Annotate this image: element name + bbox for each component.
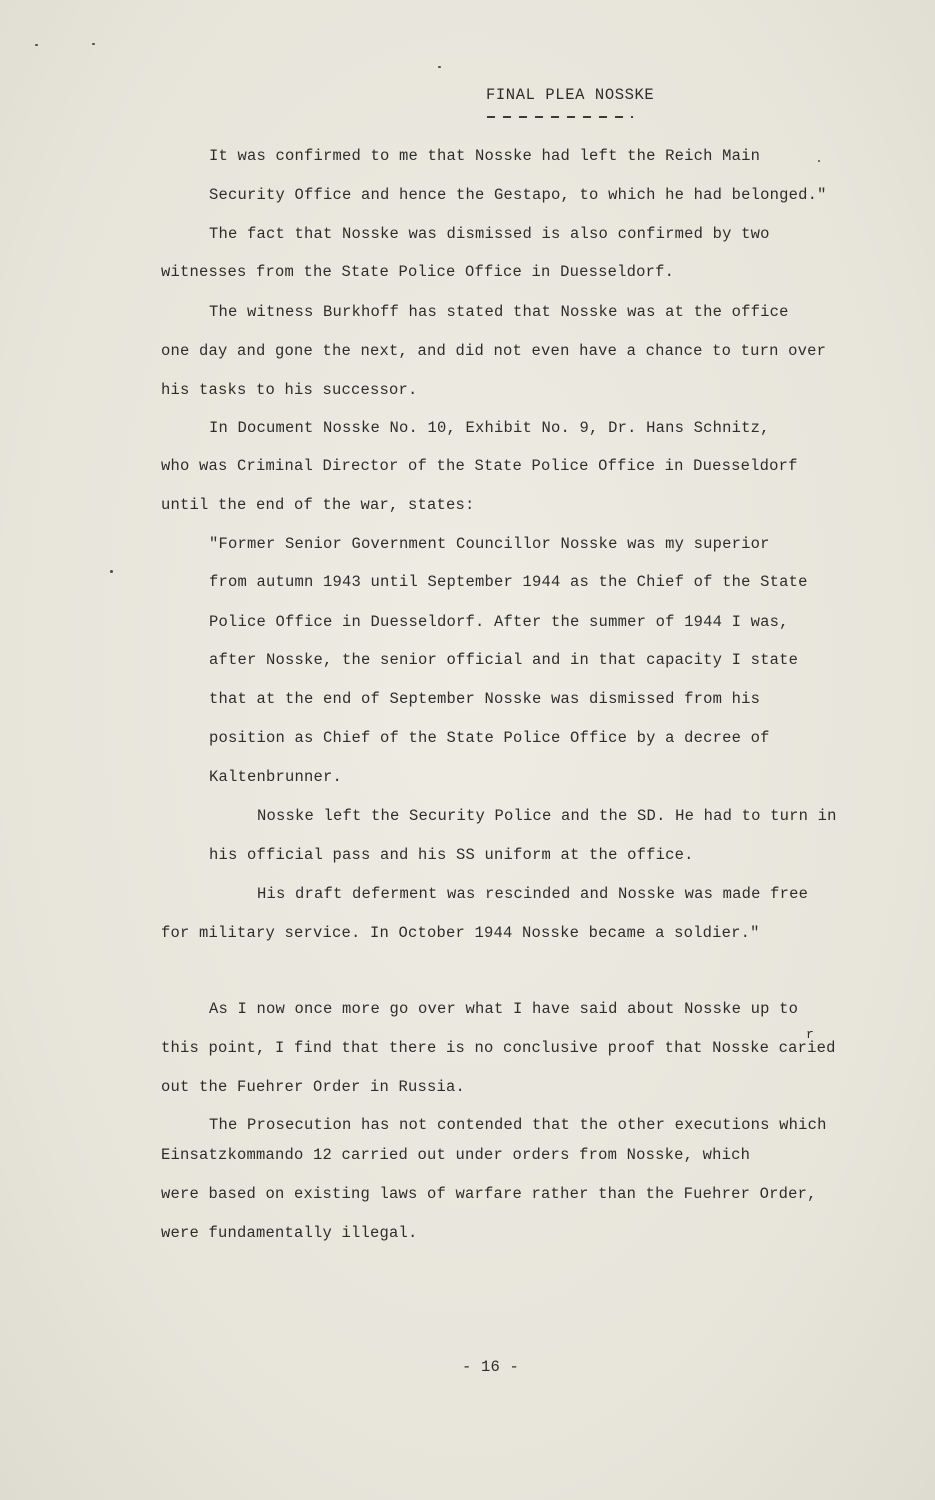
scan-speck: [35, 44, 38, 46]
paragraph-line: As I now once more go over what I have said about Nosske up to: [209, 1000, 799, 1018]
scan-speck: [110, 570, 113, 573]
quote-line: after Nosske, the senior official and in that capacity I state: [209, 651, 799, 669]
quote-line: His draft deferment was rescinded and Nosske was made free: [257, 885, 809, 903]
quote-line: Kaltenbrunner.: [209, 768, 343, 786]
scan-speck: [438, 66, 441, 68]
quote-line: position as Chief of the State Police Office by a decree of: [209, 729, 770, 747]
paragraph-line: were based on existing laws of warfare rather than the Fuehrer Order,: [161, 1185, 817, 1203]
scan-speck: [818, 160, 820, 162]
paragraph-line: Einsatzkommando 12 carried out under orders from Nosske, which: [161, 1146, 751, 1164]
paragraph-line: were fundamentally illegal.: [161, 1224, 418, 1242]
quote-line: Nosske left the Security Police and the SD. He had to turn in: [257, 807, 837, 825]
quote-line: from autumn 1943 until September 1944 as the Chief of the State: [209, 573, 808, 591]
paragraph-line: In Document Nosske No. 10, Exhibit No. 9, Dr. Hans Schnitz,: [209, 419, 770, 437]
quote-line: for military service. In October 1944 Nosske became a soldier.": [161, 924, 760, 942]
page-number: - 16 -: [462, 1358, 520, 1376]
paragraph-line: one day and gone the next, and did not even have a chance to turn over: [161, 342, 827, 360]
correction-mark: r: [806, 1027, 815, 1042]
paragraph-line: out the Fuehrer Order in Russia.: [161, 1078, 466, 1096]
paragraph-line: his tasks to his successor.: [161, 381, 418, 399]
paragraph-line: The Prosecution has not contended that the other executions which: [209, 1116, 827, 1134]
quote-line: his official pass and his SS uniform at the office.: [209, 846, 694, 864]
paragraph-line: The fact that Nosske was dismissed is also confirmed by two: [209, 225, 770, 243]
document-title: FINAL PLEA NOSSKE: [486, 86, 655, 104]
quote-line: "Former Senior Government Councillor Nosske was my superior: [209, 535, 770, 553]
scan-speck: [92, 43, 95, 45]
paragraph-line: It was confirmed to me that Nosske had left the Reich Main: [209, 147, 761, 165]
paragraph-line: until the end of the war, states:: [161, 496, 475, 514]
paragraph-line: Security Office and hence the Gestapo, to which he had belonged.": [209, 186, 827, 204]
paragraph-line: who was Criminal Director of the State Police Office in Duesseldorf: [161, 457, 798, 475]
paragraph-line: The witness Burkhoff has stated that Nosske was at the office: [209, 303, 789, 321]
title-underline: [487, 116, 633, 118]
quote-line: that at the end of September Nosske was dismissed from his: [209, 690, 761, 708]
paragraph-line: this point, I find that there is no conclusive proof that Nosske caried: [161, 1039, 836, 1057]
paragraph-line: witnesses from the State Police Office in Duesseldorf.: [161, 263, 675, 281]
quote-line: Police Office in Duesseldorf. After the summer of 1944 I was,: [209, 613, 789, 631]
